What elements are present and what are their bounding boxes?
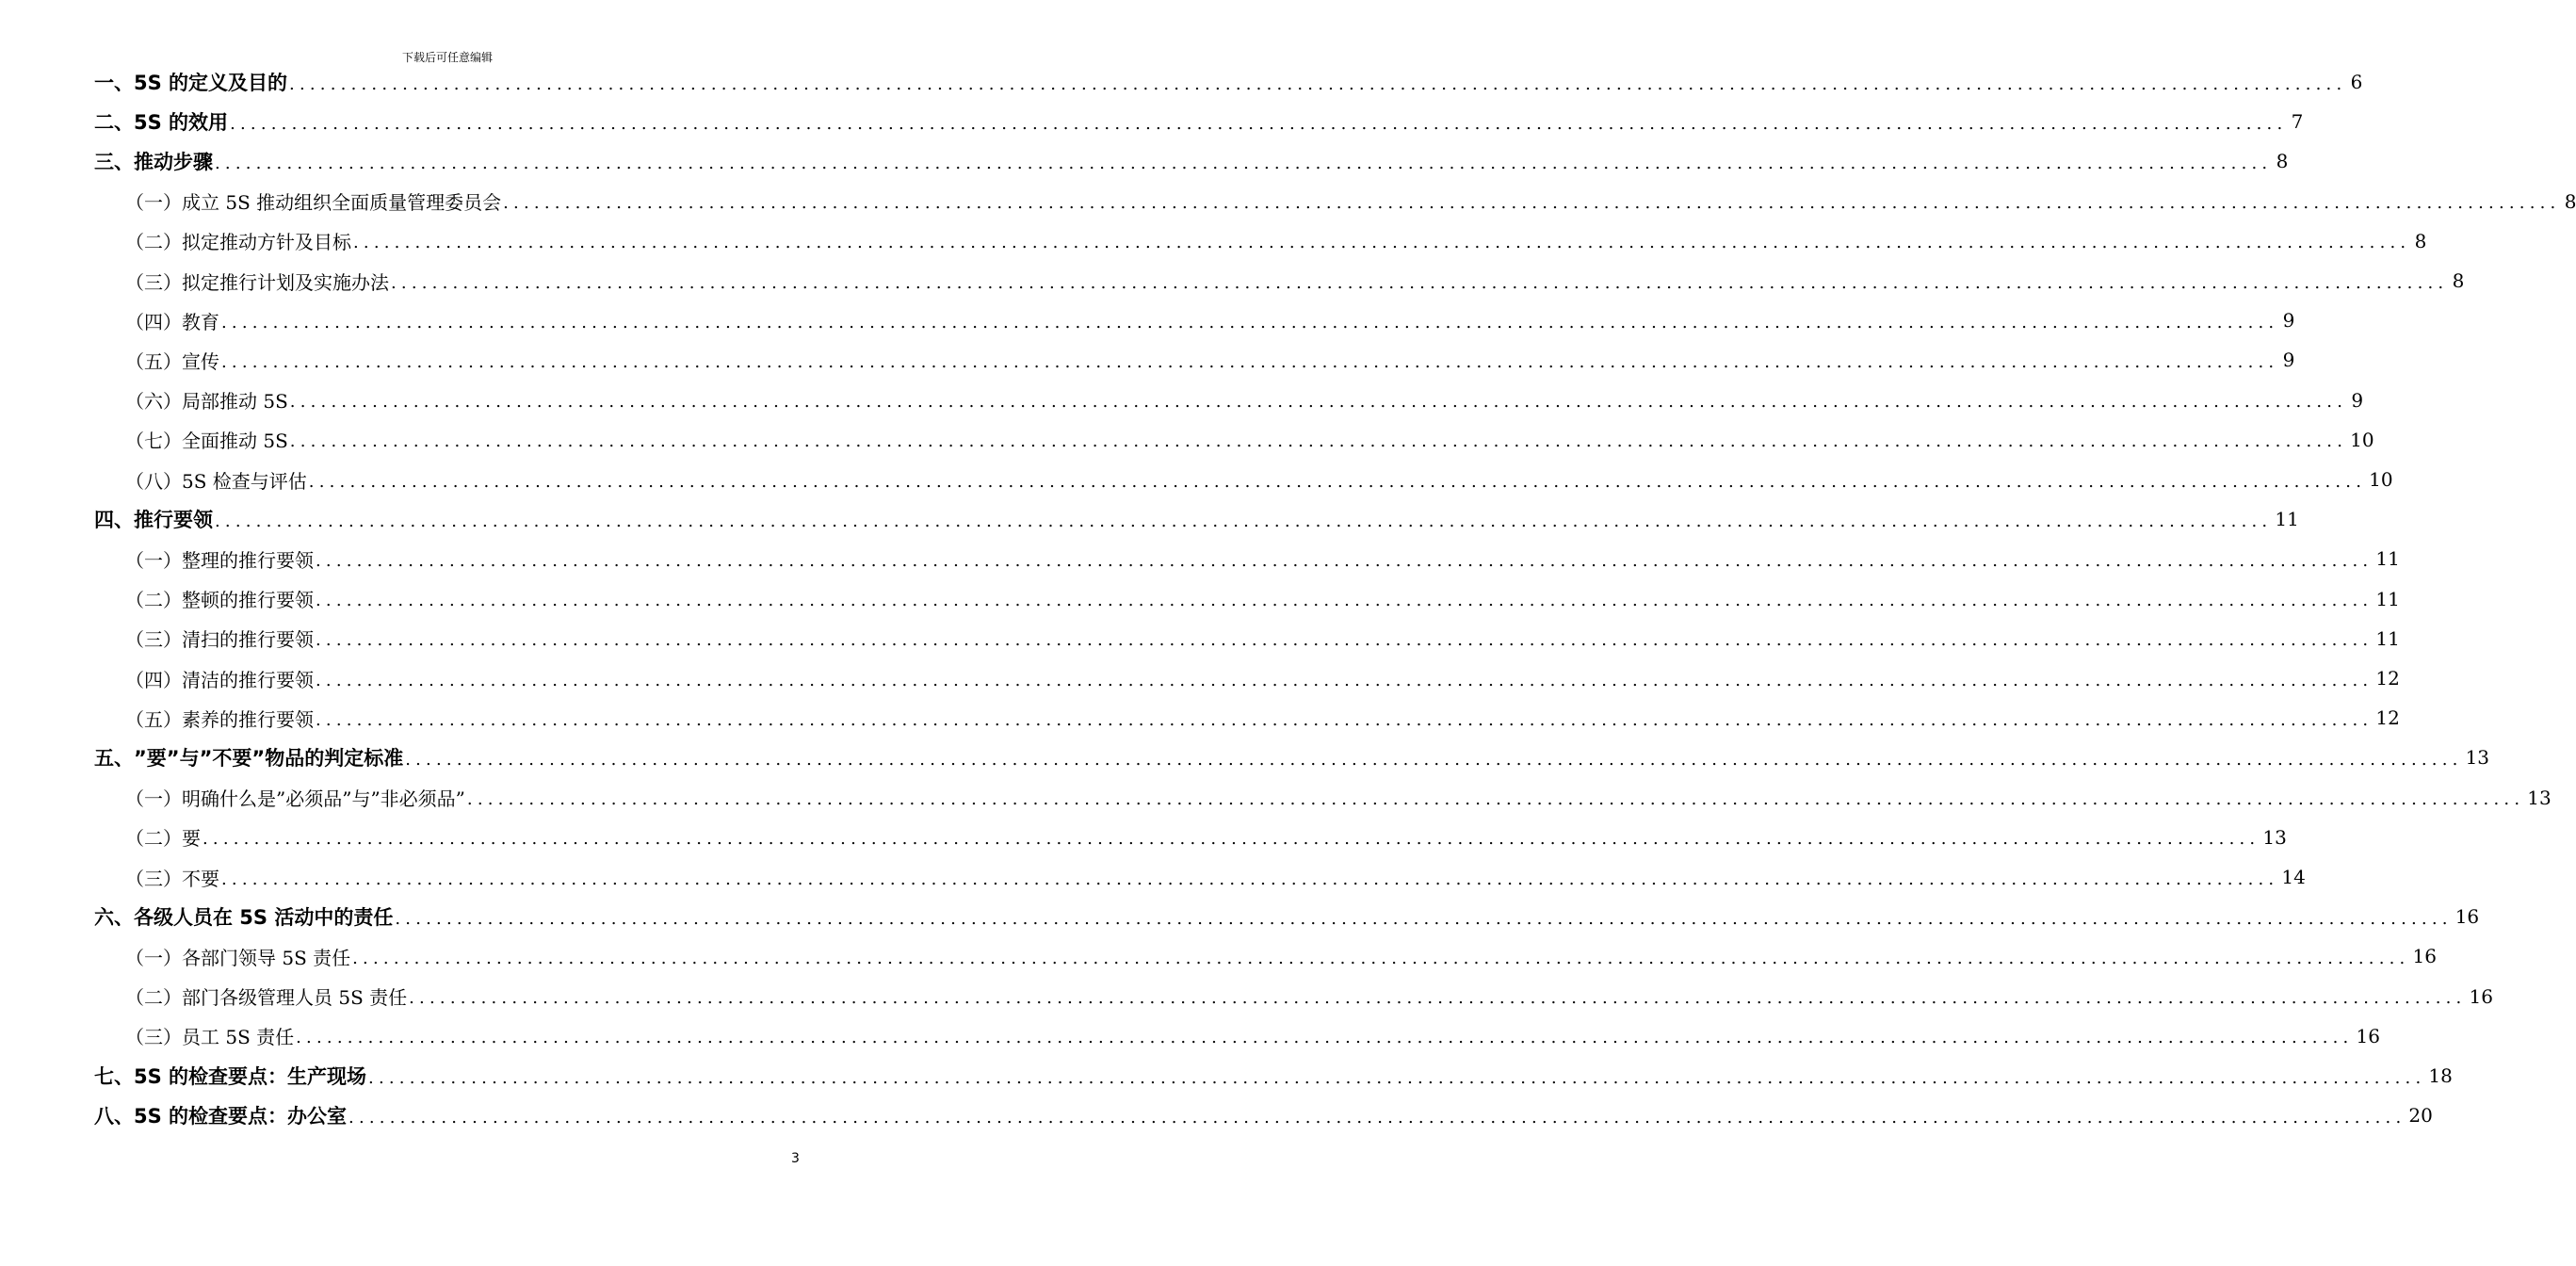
toc-entry-page: 11: [2375, 547, 2400, 571]
dot-leader: ........................................................................................................................................................................................................: [316, 709, 2373, 730]
toc-entry-number: （一）: [125, 946, 182, 969]
dot-leader: ........................................................................................................................................................................................................: [221, 868, 2279, 889]
toc-entry-number: （二）: [125, 827, 182, 851]
toc-entry-number: （五）: [125, 707, 182, 731]
toc-entry-title: 推动步骤: [134, 151, 213, 174]
toc-entry-title: 素养的推行要领: [182, 707, 314, 731]
toc-entry-page: 16: [2412, 945, 2437, 968]
toc-entry-title: ”要”与”不要”物品的判定标准: [134, 747, 404, 771]
toc-entry[interactable]: [125, 581, 2400, 617]
toc-entry-title: 5S 的效用: [134, 111, 229, 135]
toc-entry[interactable]: [125, 342, 2295, 378]
toc-entry-title: 5S 检查与评估: [182, 469, 307, 493]
toc-entry-page: 8: [2276, 150, 2289, 173]
dot-leader: ........................................................................................................................................................................................................: [353, 233, 2411, 253]
toc-entry-number: （二）: [125, 231, 182, 254]
toc-entry-title: 部门各级管理人员 5S 责任: [182, 986, 408, 1010]
dot-leader: ........................................................................................................................................................................................................: [395, 908, 2453, 929]
dot-leader: ........................................................................................................................................................................................................: [215, 153, 2273, 173]
toc-entry-page: 9: [2282, 349, 2295, 372]
toc-entry-page: 8: [2452, 269, 2465, 292]
toc-entry-number: 六、: [94, 906, 134, 930]
toc-entry[interactable]: [125, 462, 2393, 497]
toc-entry-title: 清扫的推行要领: [182, 628, 314, 652]
toc-entry-title: 整理的推行要领: [182, 548, 314, 572]
dot-leader: ........................................................................................................................................................................................................: [352, 948, 2410, 968]
toc-entry-page: 16: [2356, 1024, 2380, 1047]
toc-entry[interactable]: [125, 223, 2427, 259]
toc-entry-title: 要: [182, 827, 201, 851]
dot-leader: ........................................................................................................................................................................................................: [221, 351, 2279, 372]
dot-leader: ........................................................................................................................................................................................................: [391, 272, 2449, 293]
toc-entry[interactable]: [125, 660, 2400, 696]
toc-entry-page: 18: [2428, 1064, 2453, 1087]
toc-entry-number: 一、: [94, 72, 134, 94]
dot-leader: ........................................................................................................................................................................................................: [405, 749, 2463, 770]
dot-leader: ........................................................................................................................................................................................................: [215, 511, 2273, 531]
toc-entry-number: 三、: [94, 151, 134, 174]
dot-leader: ........................................................................................................................................................................................................: [296, 1028, 2354, 1048]
toc-entry-page: 13: [2262, 825, 2287, 849]
toc-entry-title: 教育: [182, 310, 219, 333]
dot-leader: ........................................................................................................................................................................................................: [503, 193, 2561, 214]
toc-entry[interactable]: [125, 541, 2400, 576]
toc-entry-page: 14: [2281, 866, 2306, 888]
toc-entry-page: 13: [2465, 746, 2490, 770]
toc-entry-title: 全面推动 5S: [182, 430, 288, 453]
toc-entry-title: 宣传: [182, 349, 219, 373]
toc-entry-number: （二）: [125, 589, 182, 612]
toc-entry-page: 11: [2375, 587, 2400, 610]
toc-entry-number: 五、: [94, 747, 134, 771]
toc-entry-title: 成立 5S 推动组织全面质量管理委员会: [182, 191, 502, 215]
toc-entry-title: 各部门领导 5S 责任: [182, 946, 351, 969]
toc-entry-page: 16: [2454, 905, 2480, 929]
dot-leader: ........................................................................................................................................................................................................: [289, 431, 2348, 452]
dot-leader: ........................................................................................................................................................................................................: [230, 113, 2288, 134]
toc-entry-page: 11: [2275, 508, 2299, 531]
toc-entry-number: （一）: [125, 548, 182, 572]
toc-entry[interactable]: [94, 899, 2480, 934]
toc-entry-number: （七）: [125, 430, 182, 453]
toc-entry-page: 10: [2369, 468, 2393, 491]
toc-entry-number: （三）: [125, 867, 182, 890]
toc-entry-page: 13: [2527, 786, 2552, 809]
toc-entry-title: 拟定推动方针及目标: [182, 231, 351, 254]
toc-entry-page: 16: [2469, 984, 2493, 1008]
toc-entry-page: 8: [2564, 189, 2576, 213]
toc-entry-title: 5S 的检查要点：生产现场: [134, 1065, 367, 1088]
toc-entry-title: 明确什么是”必须品”与”非必须品”: [182, 787, 465, 811]
toc-entry[interactable]: [125, 382, 2364, 418]
toc-entry-page: 7: [2291, 110, 2304, 134]
dot-leader: ........................................................................................................................................................................................................: [203, 829, 2260, 850]
toc-entry[interactable]: [94, 143, 2289, 179]
toc-entry-number: （五）: [125, 349, 182, 373]
dot-leader: ........................................................................................................................................................................................................: [221, 312, 2279, 333]
toc-entry-number: （三）: [125, 1026, 182, 1049]
dot-leader: ........................................................................................................................................................................................................: [368, 1067, 2426, 1088]
toc-entry-number: （三）: [125, 628, 182, 652]
toc-entry[interactable]: [94, 739, 2490, 775]
toc-entry[interactable]: [125, 859, 2306, 895]
dot-leader: ........................................................................................................................................................................................................: [308, 471, 2367, 492]
toc-entry-page: 20: [2408, 1104, 2433, 1128]
toc-entry[interactable]: [125, 184, 2576, 219]
toc-entry[interactable]: [125, 621, 2400, 657]
toc-entry-number: （一）: [125, 787, 182, 811]
toc-entry-page: 6: [2350, 71, 2363, 93]
toc-entry[interactable]: [125, 263, 2465, 299]
toc-entry[interactable]: [125, 302, 2295, 338]
dot-leader: ........................................................................................................................................................................................................: [316, 550, 2373, 571]
toc-entry-number: 二、: [94, 111, 134, 135]
dot-leader: ........................................................................................................................................................................................................: [289, 392, 2348, 413]
toc-entry-page: 11: [2375, 626, 2400, 650]
toc-entry-page: 12: [2375, 706, 2400, 730]
toc-entry-number: （二）: [125, 986, 182, 1010]
toc-entry-title: 5S 的检查要点：办公室: [134, 1105, 348, 1128]
toc-entry-title: 局部推动 5S: [182, 390, 288, 414]
toc-entry[interactable]: [94, 64, 2363, 100]
toc-entry[interactable]: [94, 501, 2299, 537]
dot-leader: ........................................................................................................................................................................................................: [409, 988, 2467, 1009]
dot-leader: ........................................................................................................................................................................................................: [316, 630, 2373, 651]
dot-leader: ........................................................................................................................................................................................................: [316, 591, 2373, 611]
dot-leader: ........................................................................................................................................................................................................: [348, 1107, 2406, 1128]
toc-entry[interactable]: [125, 1018, 2380, 1054]
toc-entry-number: （一）: [125, 191, 182, 215]
toc-entry-page: 10: [2350, 428, 2374, 451]
toc-entry[interactable]: [125, 820, 2287, 855]
toc-entry[interactable]: [94, 104, 2304, 139]
toc-entry-number: （四）: [125, 310, 182, 333]
toc-entry-title: 推行要领: [134, 509, 213, 532]
toc-entry-number: （四）: [125, 668, 182, 691]
toc-entry-title: 各级人员在 5S 活动中的责任: [134, 906, 394, 930]
toc-entry-title: 整顿的推行要领: [182, 589, 314, 612]
toc-entry-number: （三）: [125, 270, 182, 294]
toc-entry-number: （八）: [125, 469, 182, 493]
page-number: 3: [791, 1151, 800, 1166]
toc-entry-title: 清洁的推行要领: [182, 668, 314, 691]
toc-entry[interactable]: [125, 938, 2437, 974]
toc-entry-title: 员工 5S 责任: [182, 1026, 295, 1049]
toc-entry-title: 5S 的定义及目的: [134, 72, 288, 94]
toc-entry-page: 12: [2375, 667, 2400, 690]
dot-leader: ........................................................................................................................................................................................................: [289, 73, 2347, 94]
toc-entry-title: 不要: [182, 867, 219, 890]
dot-leader: ........................................................................................................................................................................................................: [466, 789, 2525, 810]
toc-entry[interactable]: [125, 700, 2400, 736]
toc-entry-number: （六）: [125, 390, 182, 414]
header-note: 下载后可任意编辑: [401, 51, 493, 64]
toc-entry[interactable]: [125, 979, 2493, 1014]
toc-entry[interactable]: [125, 422, 2374, 458]
toc-entry-page: 8: [2414, 229, 2427, 252]
toc-entry-number: 七、: [94, 1065, 134, 1088]
toc-entry-number: 八、: [94, 1105, 134, 1128]
dot-leader: ........................................................................................................................................................................................................: [316, 670, 2373, 690]
toc-entry-page: 9: [2351, 388, 2364, 412]
toc-entry[interactable]: [125, 780, 2552, 816]
toc-entry[interactable]: [94, 1097, 2433, 1133]
toc-entry[interactable]: [94, 1058, 2453, 1094]
toc-entry-title: 拟定推行计划及实施办法: [182, 270, 389, 294]
toc-entry-number: 四、: [94, 509, 134, 532]
toc-entry-page: 9: [2282, 309, 2295, 333]
